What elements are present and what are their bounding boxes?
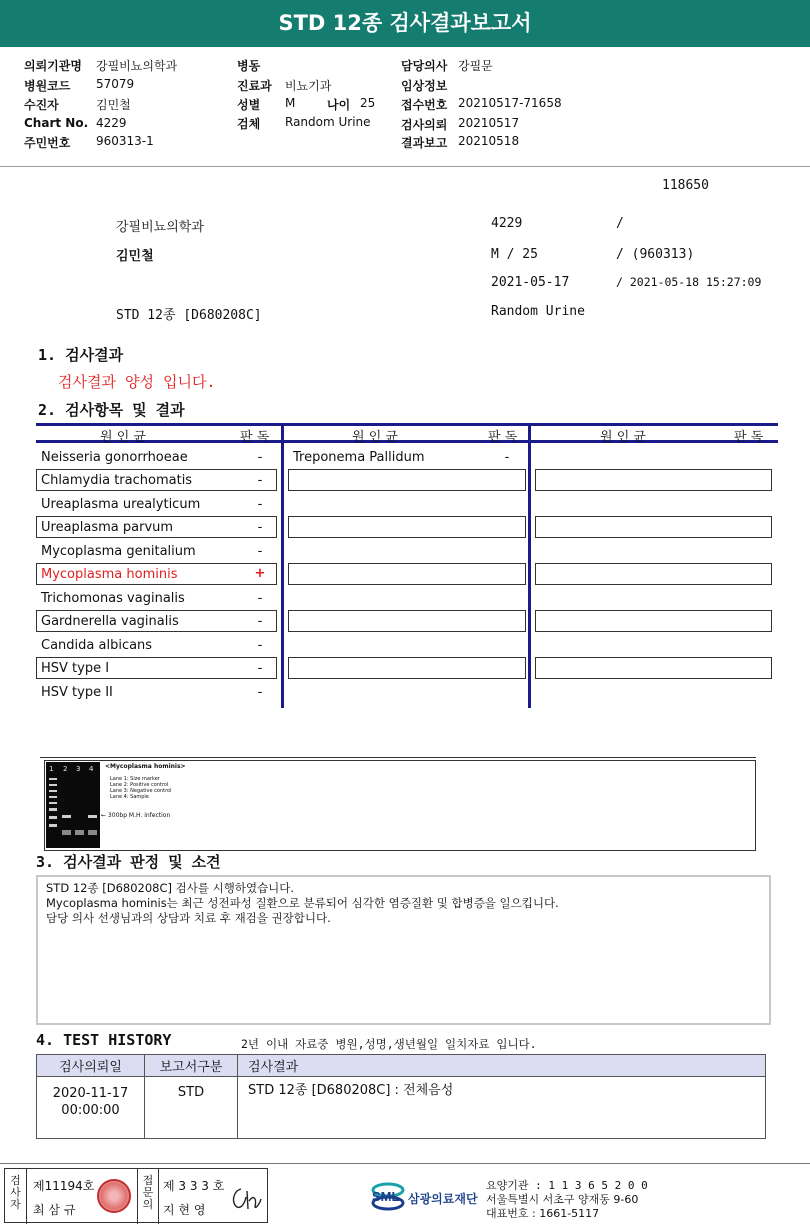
history-result: STD 12종 [D680208C] : 전체음성 (238, 1077, 766, 1139)
history-time: 00:00:00 (61, 1103, 120, 1118)
organism-result: - (257, 591, 263, 606)
confirm-license: 제 3 3 3 호 (163, 1179, 225, 1193)
row-box (535, 516, 772, 538)
report-title: STD 12종 검사결과보고서 (0, 0, 810, 47)
organism-name: HSV type II (41, 685, 113, 700)
header-organism-2: 원 인 균 (352, 430, 398, 445)
organism-result: - (257, 685, 263, 700)
gel-legend (110, 776, 172, 800)
table-divider-1 (281, 423, 284, 708)
opinion-line: Mycoplasma hominis는 최근 성전파성 질환으로 분류되어 심각한 염증질환 및 합병증을 일으킵니다. (46, 896, 559, 910)
organism-result: - (257, 520, 263, 535)
doc-patient-name: 김민철 (116, 249, 154, 264)
organism-name: Ureaplasma urealyticum (41, 497, 201, 512)
row-box (535, 469, 772, 491)
doc-hospital: 강필비뇨의학과 (116, 220, 204, 235)
row-box (535, 657, 772, 679)
label-specimen: 검체 (237, 117, 261, 131)
doc-sex-age: M / 25 (491, 247, 538, 262)
header-organism-1: 원 인 균 (100, 430, 146, 445)
label-department: 진료과 (237, 79, 272, 93)
label-doctor: 담당의사 (401, 59, 448, 73)
header-organism-3: 원 인 균 (600, 430, 646, 445)
gel-title: <Mycoplasma hominis> (105, 763, 186, 770)
organism-result: - (257, 544, 263, 559)
organism-name-positive: Mycoplasma hominis (41, 567, 178, 582)
row-box (288, 610, 526, 632)
table-row (37, 1077, 766, 1139)
history-table (36, 1054, 766, 1139)
row-box (288, 516, 526, 538)
org-name: 삼광의료재단 (408, 1192, 478, 1206)
value-age: 25 (360, 96, 376, 110)
tester-license: 제11194호 (33, 1179, 95, 1193)
institution-address: 서울특별시 서초구 양재동 9-60 (486, 1193, 639, 1206)
organism-name: HSV type I (41, 661, 110, 676)
lane-number: 1 (49, 765, 54, 773)
confirm-name: 지 현 영 (163, 1203, 206, 1217)
history-type: STD (145, 1077, 238, 1139)
organism-name: Mycoplasma genitalium (41, 544, 196, 559)
organism-result: - (257, 661, 263, 676)
doc-test-name: STD 12종 [D680208C] (116, 308, 262, 323)
label-ward: 병동 (237, 59, 261, 73)
label-institution: 의뢰기관명 (24, 59, 82, 73)
label-patient: 수진자 (24, 98, 59, 112)
label-request-date: 검사의뢰 (401, 118, 448, 132)
value-department: 비뇨기과 (285, 79, 332, 93)
organism-result: - (257, 450, 263, 465)
table-divider-2 (528, 423, 531, 708)
footer-divider (0, 1163, 810, 1164)
row-box (288, 563, 526, 585)
institution-code: 요양기관 : 1 1 3 6 5 2 0 0 (486, 1179, 648, 1192)
lane-number: 4 (89, 765, 94, 773)
label-receipt-no: 접수번호 (401, 98, 448, 112)
doc-birth: / (960313) (616, 247, 695, 262)
row-box (535, 563, 772, 585)
value-report-date: 20210518 (458, 134, 520, 148)
organism-name: Chlamydia trachomatis (41, 473, 193, 488)
history-header-type: 보고서구분 (145, 1055, 238, 1077)
label-report-date: 결과보고 (401, 136, 448, 150)
institution-phone: 대표번호 : 1661-5117 (486, 1207, 600, 1220)
organism-result-positive: + (254, 566, 266, 581)
history-header-date: 검사의뢰일 (37, 1055, 145, 1077)
sml-logo-text: SML (372, 1189, 400, 1204)
sml-logo-icon (368, 1176, 408, 1216)
header-judgement-3: 판 독 (734, 430, 764, 445)
organism-name: Candida albicans (41, 638, 153, 653)
signature-box (4, 1168, 268, 1223)
organism-name: Trichomonas vaginalis (41, 591, 185, 606)
value-patient: 김민철 (96, 98, 131, 112)
organism-result: - (257, 473, 263, 488)
value-chart-no: 4229 (96, 116, 127, 130)
gel-lane-desc: Lane 3: Negative control (110, 788, 172, 794)
value-doctor: 강필문 (458, 59, 493, 73)
seal-stamp-icon (97, 1179, 131, 1213)
section-2-title: 2. 검사항목 및 결과 (38, 401, 185, 419)
gel-lane-desc: Lane 1: Size marker (110, 776, 160, 782)
value-specimen: Random Urine (285, 115, 371, 129)
history-date-cell (37, 1077, 145, 1139)
tester-name: 최 삼 규 (33, 1203, 76, 1217)
label-resident-no: 주민번호 (24, 136, 71, 150)
organism-name: Treponema Pallidum (293, 450, 425, 465)
organism-name: Ureaplasma parvum (41, 520, 174, 535)
value-receipt-no: 20210517-71658 (458, 96, 562, 110)
history-header-result: 검사결과 (238, 1055, 766, 1077)
opinion-box (36, 875, 771, 1025)
history-date: 2020-11-17 (52, 1086, 129, 1101)
result-table-header (36, 423, 778, 443)
doc-specimen: Random Urine (491, 304, 585, 319)
value-request-date: 20210517 (458, 116, 520, 130)
doc-code: 118650 (662, 178, 709, 193)
organism-result: - (257, 614, 263, 629)
gel-lane-desc: Lane 2: Positive control (110, 782, 169, 788)
row-box (288, 657, 526, 679)
section-4-title: 4. TEST HISTORY (36, 1031, 172, 1049)
label-chart-no: Chart No. (24, 116, 89, 130)
value-sex: M (285, 96, 296, 110)
value-resident-no: 960313-1 (96, 134, 154, 148)
value-hospital-code: 57079 (96, 77, 135, 91)
tester-label: 검사자 (5, 1169, 27, 1224)
section-1-title: 1. 검사결과 (38, 346, 124, 364)
gel-image-svg (46, 762, 100, 848)
lane-number: 2 (63, 765, 68, 773)
confirm-label: 접문의 (137, 1169, 159, 1224)
row-box (288, 469, 526, 491)
opinion-line: 담당 의사 선생님과의 상담과 치료 후 재검을 권장합니다. (46, 911, 331, 925)
doc-slash: / (616, 216, 624, 231)
organism-name: Neisseria gonorrhoeae (41, 450, 188, 465)
label-hospital-code: 병원코드 (24, 79, 71, 93)
gel-lane-desc: Lane 4: Sample (110, 794, 149, 800)
value-institution: 강필비뇨의학과 (96, 59, 178, 73)
row-box (535, 610, 772, 632)
result-summary: 검사결과 양성 입니다. (58, 373, 216, 391)
doc-report-datetime: / 2021-05-18 15:27:09 (616, 275, 762, 289)
label-sex: 성별 (237, 98, 261, 112)
gel-image (46, 762, 100, 848)
gel-figure (44, 760, 756, 851)
organism-name: Gardnerella vaginalis (41, 614, 179, 629)
organism-result: - (257, 497, 263, 512)
opinion-line: STD 12종 [D680208C] 검사를 시행하였습니다. (46, 881, 295, 895)
label-clinical-info: 임상정보 (401, 79, 448, 93)
organism-result: - (257, 638, 263, 653)
organism-result: - (504, 450, 510, 465)
doc-request-date: 2021-05-17 (491, 275, 570, 290)
doc-chart: 4229 (491, 216, 523, 231)
section-3-title: 3. 검사결과 판정 및 소견 (36, 853, 221, 871)
header-judgement-2: 판 독 (488, 430, 518, 445)
label-age: 나이 (327, 98, 351, 112)
lane-number: 3 (76, 765, 81, 773)
signature-icon (227, 1183, 263, 1213)
gel-band-label: ← 300bp M.H. infection (101, 812, 171, 819)
header-judgement-1: 판 독 (240, 430, 270, 445)
history-note: 2년 이내 자료중 병원,성명,생년월일 일치자료 입니다. (241, 1037, 537, 1051)
